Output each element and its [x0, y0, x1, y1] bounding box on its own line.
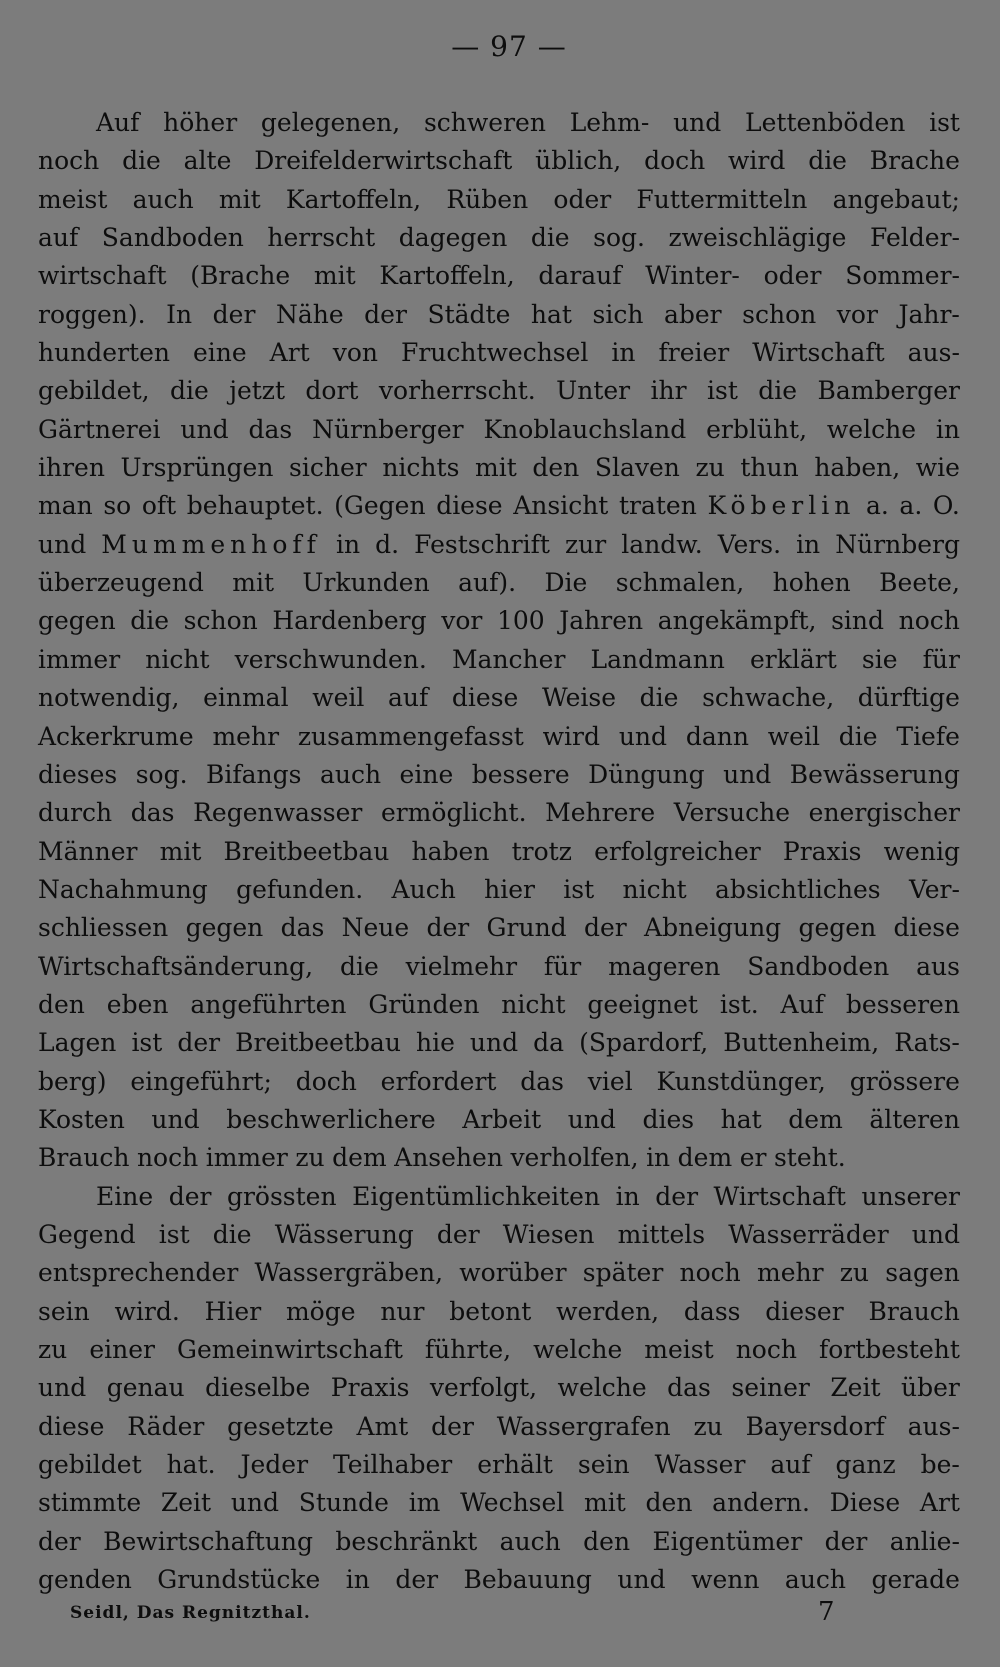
text-line: der Bewirtschaftung beschränkt auch den Eigentümer der anlie-	[38, 1526, 960, 1556]
text-line: diese Räder gesetzte Amt der Wassergrafen zu Bayersdorf aus-	[38, 1411, 960, 1441]
text-line: noch die alte Dreifelderwirtschaft üblich, doch wird die Brache	[38, 146, 960, 176]
text-line: hunderten eine Art von Fruchtwechsel in freier Wirtschaft aus-	[38, 338, 960, 368]
text-line: Lagen ist der Breitbeetbau hie und da (Spardorf, Buttenheim, Rats-	[38, 1028, 960, 1058]
text-line: entsprechender Wassergräben, worüber später noch mehr zu sagen	[38, 1258, 960, 1288]
footer-sheet-number: 7	[818, 1597, 835, 1627]
text-line: genden Grundstücke in der Bebauung und wenn auch gerade	[38, 1565, 960, 1595]
text-line: den eben angeführten Gründen nicht geeignet ist. Auf besseren	[38, 989, 960, 1019]
text-line: gebildet, die jetzt dort vorherrscht. Unter ihr ist die Bamberger	[38, 376, 960, 406]
text-line: Wirtschaftsänderung, die vielmehr für mageren Sandboden aus	[38, 951, 960, 981]
page-footer	[70, 1597, 930, 1637]
text-line: Gärtnerei und das Nürnberger Knoblauchsland erblüht, welche in	[38, 414, 960, 444]
paragraph-1	[38, 104, 960, 1178]
text-line: sein wird. Hier möge nur betont werden, dass dieser Brauch	[38, 1296, 960, 1326]
page-number: — 97 —	[451, 30, 567, 63]
text-line: Auf höher gelegenen, schweren Lehm- und Lettenböden ist	[96, 108, 960, 137]
text-line: Brauch noch immer zu dem Ansehen verholfen, in dem er steht.	[38, 1143, 846, 1173]
text-line: stimmte Zeit und Stunde im Wechsel mit den andern. Diese Art	[38, 1488, 960, 1518]
text-line: notwendig, einmal weil auf diese Weise die schwache, dürftige	[38, 683, 960, 713]
text-line: schliessen gegen das Neue der Grund der Abneigung gegen diese	[38, 913, 960, 943]
paragraph-2	[38, 1178, 960, 1600]
text-line: wirtschaft (Brache mit Kartoffeln, darauf Winter- oder Sommer-	[38, 261, 960, 291]
text-line: überzeugend mit Urkunden auf). Die schmalen, hohen Beete,	[38, 568, 960, 598]
text-line: auf Sandboden herrscht dagegen die sog. zweischlägige Felder-	[38, 223, 960, 253]
text-line: und genau dieselbe Praxis verfolgt, welche das seiner Zeit über	[38, 1373, 960, 1403]
text-line: berg) eingeführt; doch erfordert das viel Kunstdünger, grössere	[38, 1066, 960, 1096]
text-line: und Mummenhoff in d. Festschrift zur landw. Vers. in Nürnberg	[38, 529, 960, 559]
text-line: durch das Regenwasser ermöglicht. Mehrere Versuche energischer	[38, 798, 960, 828]
text-line: gebildet hat. Jeder Teilhaber erhält sein Wasser auf ganz be-	[38, 1450, 960, 1480]
text-line: man so oft behauptet. (Gegen diese Ansicht traten Köberlin a. a. O.	[38, 491, 960, 521]
text-line: immer nicht verschwunden. Mancher Landmann erklärt sie für	[38, 644, 960, 674]
body-text	[38, 104, 960, 1599]
footer-signature: Seidl, Das Regnitzthal.	[70, 1603, 311, 1623]
text-line: Kosten und beschwerlichere Arbeit und dies hat dem älteren	[38, 1104, 960, 1134]
text-line: Eine der grössten Eigentümlichkeiten in der Wirtschaft unserer	[96, 1181, 960, 1211]
text-line: meist auch mit Kartoffeln, Rüben oder Futtermitteln angebaut;	[38, 184, 960, 214]
text-line: Gegend ist die Wässerung der Wiesen mittels Wasserräder und	[38, 1219, 960, 1249]
text-line: roggen). In der Nähe der Städte hat sich aber schon vor Jahr-	[38, 299, 960, 329]
text-line: zu einer Gemeinwirtschaft führte, welche meist noch fortbesteht	[38, 1335, 960, 1364]
text-line: ihren Ursprüngen sicher nichts mit den Slaven zu thun haben, wie	[38, 453, 960, 483]
text-line: dieses sog. Bifangs auch eine bessere Düngung und Bewässerung	[38, 759, 960, 789]
text-line: Ackerkrume mehr zusammengefasst wird und dann weil die Tiefe	[38, 721, 960, 751]
text-line: Männer mit Breitbeetbau haben trotz erfolgreicher Praxis wenig	[38, 836, 960, 866]
text-line: gegen die schon Hardenberg vor 100 Jahren angekämpft, sind noch	[38, 606, 960, 636]
text-line: Nachahmung gefunden. Auch hier ist nicht absichtliches Ver-	[38, 874, 960, 904]
